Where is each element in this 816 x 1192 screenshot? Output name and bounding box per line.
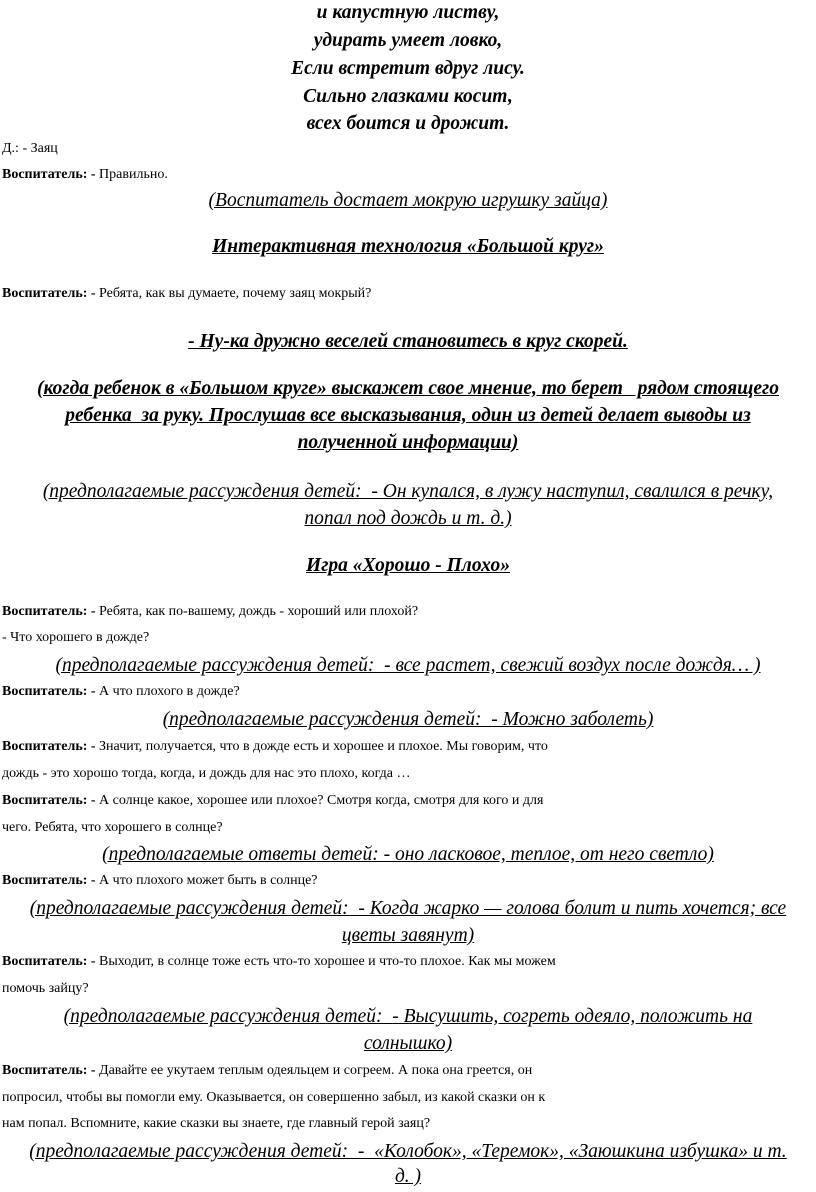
dialogue-line [0, 677, 816, 707]
speaker-label: Воспитатель: - [2, 873, 100, 888]
dialogue-text: А что плохого может быть в солнце? [99, 873, 318, 888]
reasoning-line: солнышко) [363, 1033, 453, 1054]
dialogue-line: чего. Ребята, что хорошего в солнце? [2, 820, 223, 835]
reasoning-line: д. ) [394, 1166, 422, 1187]
dialogue-text: А что плохого в дожде? [99, 684, 240, 699]
reasoning-line: (предполагаемые рассуждения детей: - Когда жарко — голова болит и пить хочется; все [29, 898, 787, 919]
dialogue-line [0, 1056, 816, 1086]
dialogue-line: попросил, чтобы вы помогли ему. Оказывается, он совершенно забыл, из какой сказки он к [2, 1090, 546, 1105]
stage-note: (Воспитатель достает мокрую игрушку зайца) [208, 190, 608, 211]
instruction-line: (когда ребенок в «Большом круге» выскажет свое мнение, то берет рядом стоящего [36, 378, 780, 399]
reasoning-line: (предполагаемые рассуждения детей: - Можно заболеть) [162, 709, 654, 730]
dialogue-line [0, 786, 816, 816]
speaker-label: Воспитатель: - [2, 604, 100, 619]
dialogue-line: дождь - это хорошо тогда, когда, и дождь для нас это плохо, когда … [2, 766, 411, 781]
speaker-label: Воспитатель: - [2, 793, 100, 808]
children-answer: Д.: - Заяц [2, 141, 58, 156]
poem-line: Сильно глазками косит, [303, 86, 513, 107]
speaker-label: Воспитатель: - [2, 954, 100, 969]
poem-line: Если встретит вдруг лису. [291, 58, 525, 79]
dialogue-line: помочь зайцу? [2, 981, 89, 996]
reasoning-line: цветы завянут) [341, 925, 475, 946]
speaker-label: Воспитатель: - [2, 684, 100, 699]
speaker-label: Воспитатель: - [2, 167, 100, 182]
section-heading: Интерактивная технология «Большой круг» [212, 236, 604, 257]
dialogue-line: нам попал. Вспомните, какие сказки вы знаете, где главный герой заяц? [2, 1116, 431, 1131]
dialogue-text: Значит, получается, что в дожде есть и хорошее и плохое. Мы говорим, что [99, 739, 548, 754]
dialogue-text: Ребята, как по-вашему, дождь - хороший или плохой? [99, 604, 419, 619]
dialogue-text: Выходит, в солнце тоже есть что-то хорошее и что-то плохое. Как мы можем [99, 954, 556, 969]
poem-line: и капустную листву, [316, 2, 500, 23]
reasoning-line: (предполагаемые рассуждения детей: - «Колобок», «Теремок», «Заюшкина избушка» и т. [29, 1141, 787, 1162]
speaker-label: Воспитатель: - [2, 1063, 100, 1078]
reasoning-line: (предполагаемые рассуждения детей: - Высушить, согреть одеяло, положить на [63, 1006, 753, 1027]
dialogue-line [0, 732, 816, 762]
dialogue-line [0, 866, 816, 896]
dialogue-line [0, 279, 816, 309]
section-heading: Игра «Хорошо - Плохо» [306, 555, 510, 576]
poem-line: удирать умеет ловко, [313, 30, 503, 51]
reasoning-line: попал под дождь и т. д.) [304, 508, 512, 529]
dialogue-line: - Что хорошего в дожде? [2, 630, 150, 645]
chant-line: - Ну-ка дружно веселей становитесь в круг скорей. [188, 331, 628, 352]
instruction-line: ребенка за руку. Прослушав все высказывания, один из детей делает выводы из [65, 405, 751, 426]
speaker-label: Воспитатель: - [2, 739, 100, 754]
reasoning-line: (предполагаемые рассуждения детей: - все растет, свежий воздух после дождя… ) [55, 655, 761, 676]
dialogue-text: Правильно. [99, 167, 168, 182]
dialogue-line [0, 947, 816, 977]
dialogue-text: Давайте ее укутаем теплым одеяльцем и согреем. А пока она греется, он [99, 1063, 533, 1078]
speaker-label: Воспитатель: - [2, 286, 100, 301]
poem-line: всех боится и дрожит. [306, 113, 510, 134]
dialogue-text: Ребята, как вы думаете, почему заяц мокрый? [99, 286, 372, 301]
answers-line: (предполагаемые ответы детей: - оно ласковое, теплое, от него светло) [102, 844, 714, 865]
reasoning-line: (предполагаемые рассуждения детей: - Он купался, в лужу наступил, свалился в речку, [42, 481, 774, 502]
dialogue-text: А солнце какое, хорошее или плохое? Смотря когда, смотря для кого и для [99, 793, 544, 808]
instruction-line: полученной информации) [297, 432, 519, 453]
